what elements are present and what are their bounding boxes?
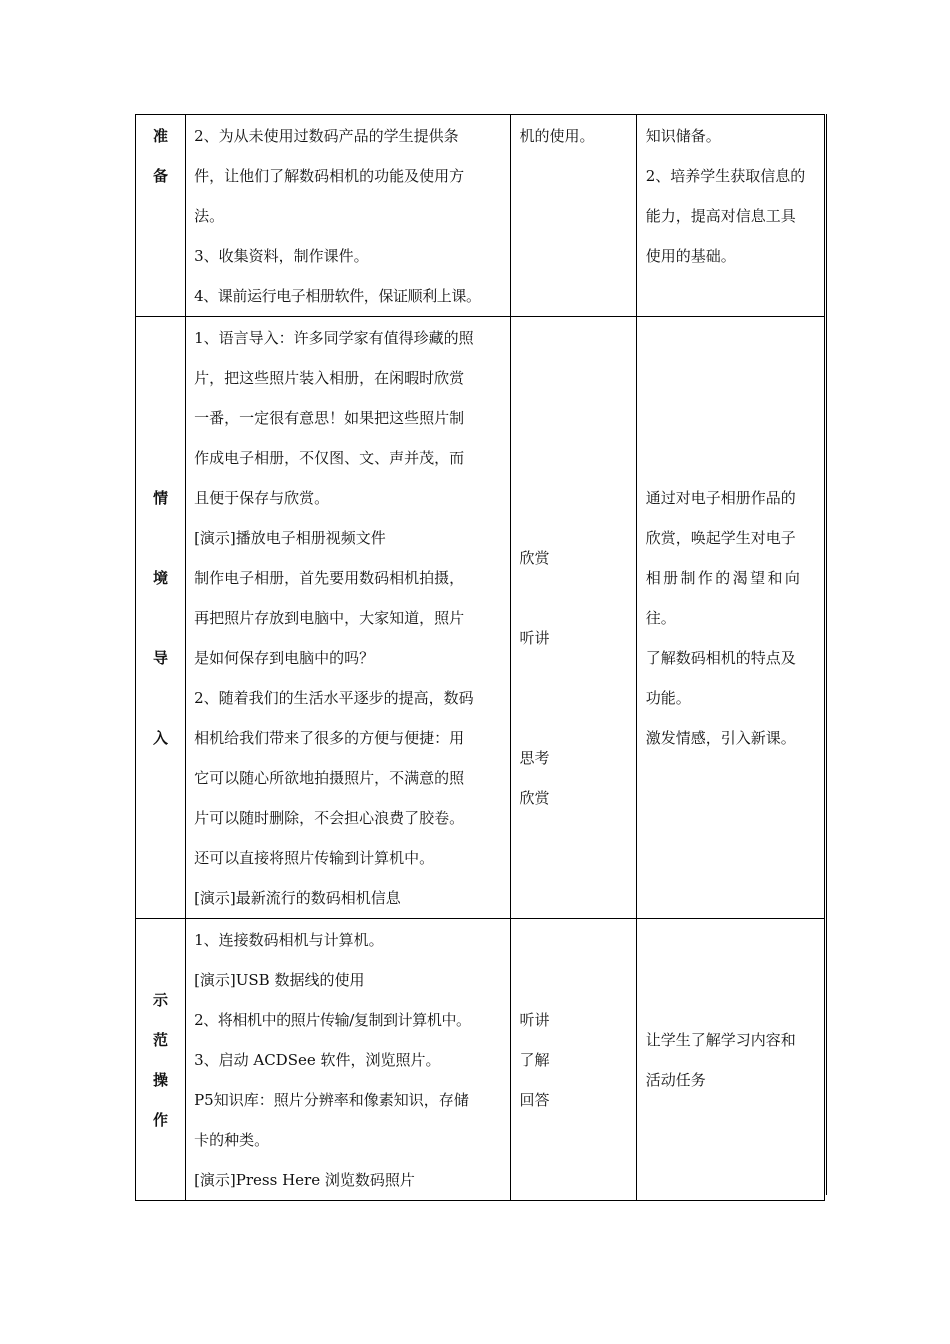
table-row-preparation	[136, 115, 825, 317]
stage-char: 示	[153, 991, 169, 1009]
stage-char: 操	[153, 1071, 169, 1089]
teacher-activity-cell	[186, 115, 510, 317]
table-row-introduction	[136, 317, 825, 919]
stage-char: 范	[153, 1031, 169, 1049]
design-intent-cell	[636, 317, 824, 919]
text-line: 还可以直接将照片传输到计算机中。	[194, 849, 435, 867]
text-line: 欣赏	[519, 549, 550, 567]
text-line: 知识储备。	[645, 127, 721, 145]
table-row-demonstration	[136, 919, 825, 1201]
text-line: 法。	[194, 207, 225, 225]
text-line: 欣赏，唤起学生对电子	[645, 529, 796, 547]
text-line: 听讲	[519, 1011, 550, 1029]
text-line: 通过对电子相册作品的	[645, 489, 796, 507]
lesson-plan-table	[135, 114, 825, 1201]
text-line: [演示]最新流行的数码相机信息	[194, 889, 401, 907]
text-line: 回答	[519, 1091, 550, 1109]
text-line: 激发情感，引入新课。	[645, 729, 796, 747]
stage-cell	[136, 919, 186, 1201]
text-line: 4、课前运行电子相册软件，保证顺利上课。	[194, 287, 481, 305]
text-line: [演示]USB 数据线的使用	[194, 971, 365, 989]
stage-char: 情	[153, 489, 169, 507]
text-line: 片，把这些照片装入相册，在闲暇时欣赏	[194, 369, 465, 387]
text-line: 1、语言导入：许多同学家有值得珍藏的照	[194, 329, 474, 347]
design-intent-cell	[636, 115, 824, 317]
text-line: 制作电子相册，首先要用数码相机拍摄，	[194, 569, 465, 587]
stage-cell	[136, 115, 186, 317]
stage-char: 导	[153, 649, 169, 667]
stage-char: 备	[153, 167, 169, 185]
text-line: 2、随着我们的生活水平逐步的提高，数码	[194, 689, 474, 707]
text-line: 3、收集资料，制作课件。	[194, 247, 369, 265]
stage-char: 境	[153, 569, 169, 587]
text-line: P5知识库：照片分辨率和像素知识，存储	[194, 1091, 469, 1109]
text-line: 让学生了解学习内容和	[645, 1031, 796, 1049]
text-line: 件，让他们了解数码相机的功能及使用方	[194, 167, 465, 185]
student-activity-cell	[510, 317, 636, 919]
text-line: 了解	[519, 1051, 550, 1069]
stage-char: 准	[153, 127, 169, 145]
stage-cell	[136, 317, 186, 919]
student-activity-cell	[510, 115, 636, 317]
text-line: 是如何保存到电脑中的吗？	[194, 649, 375, 667]
text-line: 一番，一定很有意思！如果把这些照片制	[194, 409, 465, 427]
text-line: 2、培养学生获取信息的	[645, 167, 806, 185]
text-line: 功能。	[645, 689, 691, 707]
text-line: 卡的种类。	[194, 1131, 270, 1149]
text-line: 且便于保存与欣赏。	[194, 489, 330, 507]
student-activity-cell	[510, 919, 636, 1201]
text-line: 相机给我们带来了很多的方便与便捷：用	[194, 729, 465, 747]
text-line: 1、连接数码相机与计算机。	[194, 931, 384, 949]
text-line: 2、为从未使用过数码产品的学生提供条	[194, 127, 459, 145]
text-line: 2、将相机中的照片传输/复制到计算机中。	[194, 1011, 471, 1029]
text-line: 听讲	[519, 629, 550, 647]
text-line: 能力，提高对信息工具	[645, 207, 796, 225]
teacher-activity-cell	[186, 317, 510, 919]
text-line: 片可以随时删除，不会担心浪费了胶卷。	[194, 809, 465, 827]
text-line: 欣赏	[519, 789, 550, 807]
text-line: 了解数码相机的特点及	[645, 649, 796, 667]
text-line: 使用的基础。	[645, 247, 736, 265]
text-line: 思考	[519, 749, 550, 767]
text-line: [演示]Press Here 浏览数码照片	[194, 1171, 415, 1189]
text-line: 活动任务	[645, 1071, 706, 1089]
text-line: 再把照片存放到电脑中，大家知道，照片	[194, 609, 465, 627]
text-line: 3、启动 ACDSee 软件，浏览照片。	[194, 1051, 441, 1069]
text-line: 往。	[645, 609, 676, 627]
text-line: [演示]播放电子相册视频文件	[194, 529, 386, 547]
table-right-rule	[826, 114, 827, 1195]
text-line: 它可以随心所欲地拍摄照片，不满意的照	[194, 769, 465, 787]
stage-char: 入	[153, 729, 169, 747]
text-line: 相册制作的渴望和向	[645, 569, 803, 587]
text-line: 作成电子相册，不仅图、文、声并茂，而	[194, 449, 465, 467]
stage-char: 作	[153, 1111, 169, 1129]
text-line: 机的使用。	[519, 127, 595, 145]
design-intent-cell	[636, 919, 824, 1201]
teacher-activity-cell	[186, 919, 510, 1201]
